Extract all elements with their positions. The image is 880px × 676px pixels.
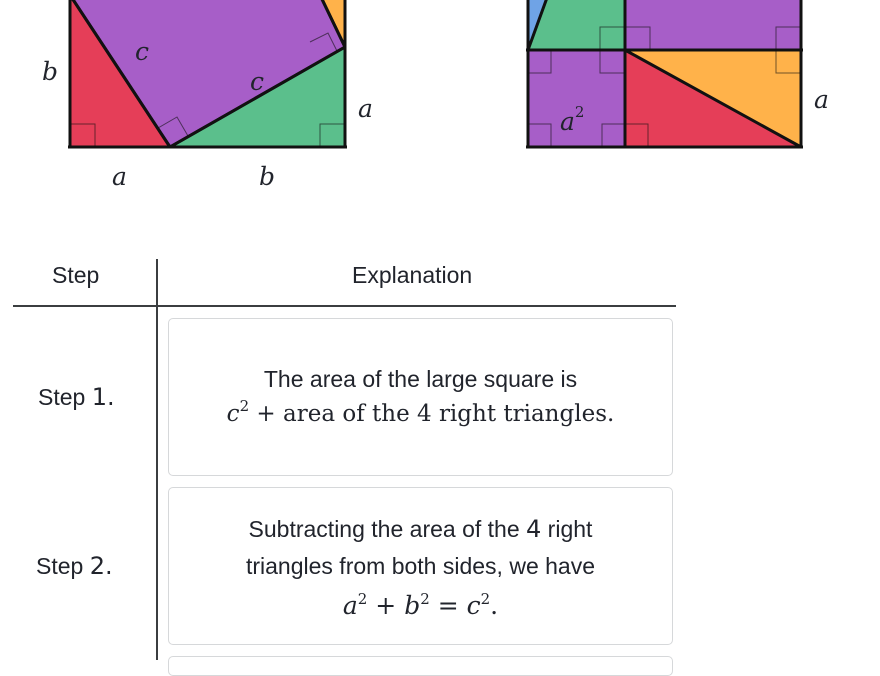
left-square-figure <box>68 0 347 148</box>
label-c-top: c <box>135 37 150 66</box>
step-2-text-line-2: triangles from both sides, we have <box>245 553 595 579</box>
column-header-step: Step <box>52 262 100 288</box>
table-header-divider <box>13 305 676 307</box>
explanation-card-step-2[interactable] <box>168 487 673 645</box>
label-a-left-bottom: a <box>112 162 127 191</box>
step-2-equation: $a^2 + b^2 = c^2$. <box>342 590 499 620</box>
step-2-label: Step 2. <box>36 552 113 580</box>
step-1-text-line-1: The area of the large square is <box>263 366 578 392</box>
label-a-right-figure: a <box>814 85 829 114</box>
step-1-label: Step 1. <box>38 383 115 411</box>
label-b-left-bottom: b <box>259 162 276 191</box>
right-purple-top <box>625 0 801 50</box>
step-2-text-line-1: Subtracting the area of the 4 right <box>248 515 593 543</box>
column-header-explanation: Explanation <box>352 262 473 288</box>
right-purple-a2-square <box>528 50 625 147</box>
label-c-mid: c <box>250 67 265 96</box>
pythagorean-figures <box>0 0 880 230</box>
label-a-left-right: a <box>358 94 373 123</box>
explanation-card-step-3-partial[interactable] <box>168 656 673 676</box>
explanation-card-step-1[interactable] <box>168 318 673 476</box>
step-1-text-line-2: $c^2$ + area of the 4 right triangles. <box>226 397 615 427</box>
label-a-squared: $a^2$ <box>560 103 585 136</box>
table-vertical-divider <box>156 259 158 660</box>
label-b-left-side: b <box>42 57 59 86</box>
